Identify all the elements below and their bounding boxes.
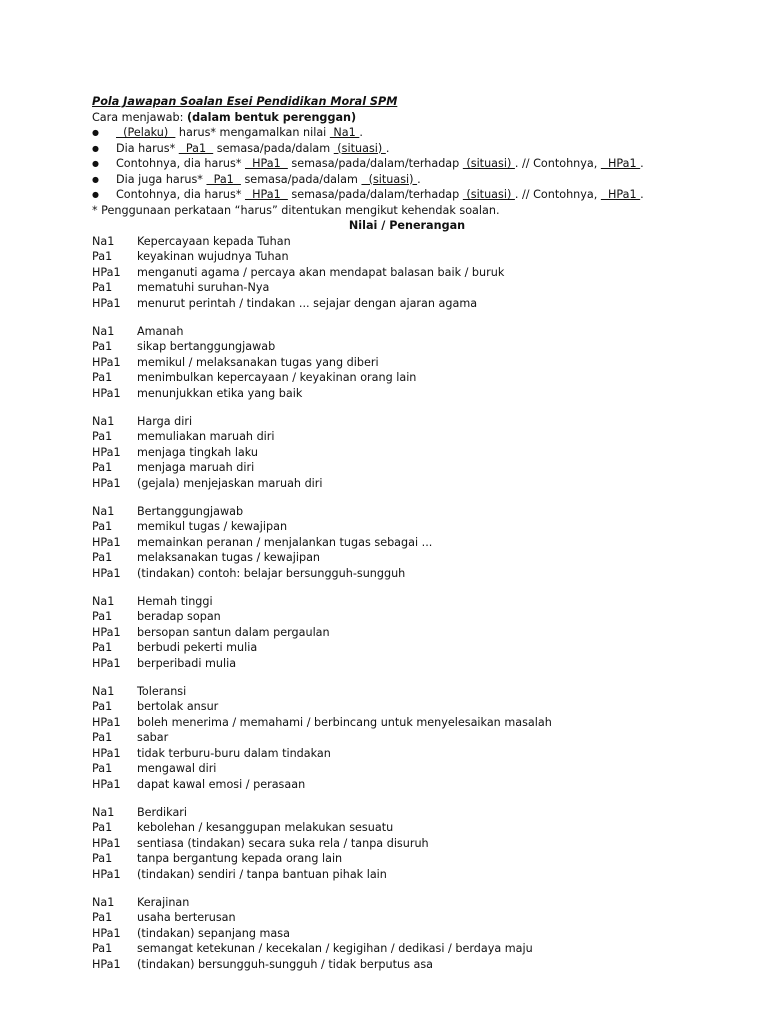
value-code: HPa1 — [92, 715, 121, 729]
value-code: Pa1 — [92, 821, 113, 834]
pattern-text: . // Contohnya, — [514, 157, 601, 170]
value-row — [92, 504, 692, 520]
value-row — [92, 519, 692, 535]
answer-pattern-item — [92, 141, 692, 157]
blank-placeholder: HPa1 — [600, 157, 641, 170]
value-description: (tindakan) bersungguh-sungguh / tidak berputus asa — [137, 957, 434, 971]
value-description: menganuti agama / percaya akan mendapat balasan baik / buruk — [137, 265, 505, 279]
value-row — [92, 609, 692, 625]
value-row — [92, 699, 692, 715]
value-group — [92, 895, 692, 973]
value-row — [92, 234, 692, 250]
value-row — [92, 836, 692, 852]
value-description: Amanah — [137, 324, 184, 338]
value-row — [92, 805, 692, 821]
value-description: menimbulkan kepercayaan / keyakinan orang lain — [137, 371, 417, 384]
value-row — [92, 594, 692, 610]
value-row — [92, 715, 692, 731]
value-code: Pa1 — [92, 731, 113, 744]
value-row — [92, 566, 692, 582]
value-row — [92, 746, 692, 762]
value-code: Pa1 — [92, 942, 113, 955]
value-code: Pa1 — [92, 281, 113, 294]
value-row — [92, 265, 692, 281]
value-code: Na1 — [92, 414, 115, 428]
table-heading: Nilai / Penerangan — [348, 219, 466, 232]
value-group — [92, 805, 692, 883]
value-description: menurut perintah / tindakan ... sejajar dengan ajaran agama — [137, 296, 478, 310]
value-row — [92, 280, 692, 296]
value-row — [92, 820, 692, 836]
value-code: Na1 — [92, 324, 115, 338]
value-row — [92, 625, 692, 641]
value-description: boleh menerima / memahami / berbincang untuk menyelesaikan masalah — [137, 715, 552, 729]
answer-pattern-item — [92, 187, 692, 203]
pattern-text: Dia juga harus* — [116, 172, 207, 186]
pattern-text: semasa/pada/dalam/terhadap — [287, 188, 463, 201]
value-description: (gejala) menjejaskan maruah diri — [137, 476, 323, 490]
value-row — [92, 777, 692, 793]
value-code: Pa1 — [92, 430, 113, 443]
value-row — [92, 460, 692, 476]
blank-placeholder: (situasi) — [361, 172, 418, 186]
value-description: (tindakan) contoh: belajar bersungguh-sungguh — [137, 566, 406, 580]
value-row — [92, 867, 692, 883]
value-code: Na1 — [92, 594, 115, 608]
value-description: berbudi pekerti mulia — [137, 641, 258, 654]
value-description: keyakinan wujudnya Tuhan — [137, 250, 289, 263]
value-code: Pa1 — [92, 371, 113, 384]
value-description: melaksanakan tugas / kewajipan — [137, 551, 321, 564]
value-row — [92, 445, 692, 461]
value-code: Pa1 — [92, 520, 113, 533]
value-code: Na1 — [92, 504, 115, 518]
footnote: * Penggunaan perkataan “harus” ditentukan mengikut kehendak soalan. — [92, 203, 500, 217]
pattern-text: Contohnya, dia harus* — [116, 188, 245, 201]
value-row — [92, 730, 692, 746]
value-code: Pa1 — [92, 641, 113, 654]
value-code: HPa1 — [92, 566, 121, 580]
pattern-text: . — [417, 172, 421, 186]
value-description: memainkan peranan / menjalankan tugas sebagai ... — [137, 535, 433, 549]
value-code: HPa1 — [92, 445, 121, 459]
value-description: berperibadi mulia — [137, 656, 237, 670]
value-code: Na1 — [92, 805, 115, 819]
value-description: tanpa bergantung kepada orang lain — [137, 852, 343, 865]
blank-placeholder: (situasi) — [462, 188, 515, 201]
value-description: Berdikari — [137, 805, 188, 819]
blank-placeholder: (situasi) — [462, 157, 515, 170]
value-group — [92, 594, 692, 672]
value-group — [92, 324, 692, 402]
value-description: sabar — [137, 731, 169, 744]
value-code: Pa1 — [92, 852, 113, 865]
value-row — [92, 324, 692, 340]
pattern-text: Dia harus* — [116, 141, 179, 155]
pattern-text: . — [640, 188, 644, 201]
value-description: menjaga tingkah laku — [137, 445, 259, 459]
value-code: HPa1 — [92, 386, 121, 400]
value-row — [92, 386, 692, 402]
pattern-text: . — [640, 157, 644, 170]
value-description: bersopan santun dalam pergaulan — [137, 625, 330, 639]
value-row — [92, 851, 692, 867]
value-description: memikul tugas / kewajipan — [137, 520, 288, 533]
pattern-text: Contohnya, dia harus* — [116, 157, 245, 170]
value-row — [92, 429, 692, 445]
value-description: Harga diri — [137, 414, 193, 428]
instructions-format: (dalam bentuk perenggan) — [186, 110, 357, 124]
pattern-text: harus* mengamalkan nilai — [175, 126, 330, 139]
value-code: HPa1 — [92, 476, 121, 490]
value-description: kebolehan / kesanggupan melakukan sesuatu — [137, 821, 394, 834]
value-row — [92, 640, 692, 656]
value-row — [92, 535, 692, 551]
value-row — [92, 761, 692, 777]
value-description: sentiasa (tindakan) secara suka rela / tanpa disuruh — [137, 836, 429, 850]
value-row — [92, 550, 692, 566]
value-row — [92, 476, 692, 492]
blank-placeholder: Na1 — [329, 126, 360, 139]
value-code: HPa1 — [92, 836, 121, 850]
document-content — [92, 94, 692, 985]
value-row — [92, 910, 692, 926]
value-description: bertolak ansur — [137, 700, 219, 713]
blank-placeholder: (situasi) — [333, 141, 386, 155]
instructions-label: Cara menjawab: — [92, 110, 187, 124]
value-row — [92, 355, 692, 371]
value-code: HPa1 — [92, 656, 121, 670]
blank-placeholder: (Pelaku) — [116, 126, 176, 139]
value-description: Hemah tinggi — [137, 594, 213, 608]
value-group — [92, 504, 692, 582]
value-code: Pa1 — [92, 911, 113, 924]
instructions-line — [92, 110, 692, 126]
blank-placeholder: HPa1 — [600, 188, 641, 201]
value-code: Pa1 — [92, 340, 113, 353]
value-code: HPa1 — [92, 926, 121, 940]
value-code: Pa1 — [92, 461, 113, 474]
value-row — [92, 656, 692, 672]
value-code: Na1 — [92, 684, 115, 698]
value-code: HPa1 — [92, 746, 121, 760]
value-code: HPa1 — [92, 355, 121, 369]
value-description: usaha berterusan — [137, 911, 236, 924]
blank-placeholder: HPa1 — [244, 157, 288, 170]
blank-placeholder: Pa1 — [206, 172, 241, 186]
value-description: (tindakan) sepanjang masa — [137, 926, 290, 940]
value-description: beradap sopan — [137, 610, 221, 623]
value-description: mematuhi suruhan-Nya — [137, 281, 270, 294]
value-group — [92, 414, 692, 492]
values-table — [92, 234, 692, 973]
value-code: Na1 — [92, 234, 115, 248]
value-row — [92, 895, 692, 911]
value-row — [92, 370, 692, 386]
value-code: Pa1 — [92, 610, 113, 623]
value-row — [92, 941, 692, 957]
value-group — [92, 234, 692, 312]
value-code: Na1 — [92, 895, 115, 909]
value-description: dapat kawal emosi / perasaan — [137, 777, 306, 791]
value-code: HPa1 — [92, 535, 121, 549]
value-description: memikul / melaksanakan tugas yang diberi — [137, 355, 379, 369]
value-row — [92, 414, 692, 430]
value-row — [92, 249, 692, 265]
value-code: HPa1 — [92, 296, 121, 310]
value-code: HPa1 — [92, 625, 121, 639]
value-description: menjaga maruah diri — [137, 461, 255, 474]
pattern-text: semasa/pada/dalam/terhadap — [287, 157, 463, 170]
value-code: Pa1 — [92, 700, 113, 713]
value-description: (tindakan) sendiri / tanpa bantuan pihak lain — [137, 867, 387, 881]
answer-pattern-item — [92, 172, 692, 188]
value-row — [92, 926, 692, 942]
pattern-text: . // Contohnya, — [514, 188, 601, 201]
value-code: Pa1 — [92, 250, 113, 263]
value-description: Toleransi — [137, 684, 187, 698]
value-description: menunjukkan etika yang baik — [137, 386, 303, 400]
value-description: memuliakan maruah diri — [137, 430, 275, 443]
value-code: Pa1 — [92, 762, 113, 775]
value-code: HPa1 — [92, 777, 121, 791]
value-code: HPa1 — [92, 957, 121, 971]
pattern-text: semasa/pada/dalam — [240, 172, 362, 186]
value-description: Kerajinan — [137, 895, 190, 909]
value-code: HPa1 — [92, 867, 121, 881]
value-description: mengawal diri — [137, 762, 217, 775]
blank-placeholder: Pa1 — [178, 141, 214, 155]
value-description: sikap bertanggungjawab — [137, 340, 276, 353]
value-row — [92, 684, 692, 700]
value-description: Kepercayaan kepada Tuhan — [137, 234, 291, 248]
answer-pattern-item — [92, 125, 692, 141]
pattern-text: semasa/pada/dalam — [213, 141, 334, 155]
value-description: tidak terburu-buru dalam tindakan — [137, 746, 331, 760]
value-code: Pa1 — [92, 551, 113, 564]
pattern-text: . — [385, 141, 390, 155]
value-description: semangat ketekunan / kecekalan / kegigihan / dedikasi / berdaya maju — [137, 942, 533, 955]
value-row — [92, 339, 692, 355]
pattern-text: . — [359, 126, 363, 139]
value-group — [92, 684, 692, 793]
value-code: HPa1 — [92, 265, 121, 279]
value-row — [92, 296, 692, 312]
answer-pattern-item — [92, 156, 692, 172]
blank-placeholder: HPa1 — [244, 188, 288, 201]
value-description: Bertanggungjawab — [137, 504, 244, 518]
answer-pattern-list — [92, 125, 692, 203]
value-row — [92, 957, 692, 973]
document-title: Pola Jawapan Soalan Esei Pendidikan Moral SPM — [92, 95, 398, 108]
